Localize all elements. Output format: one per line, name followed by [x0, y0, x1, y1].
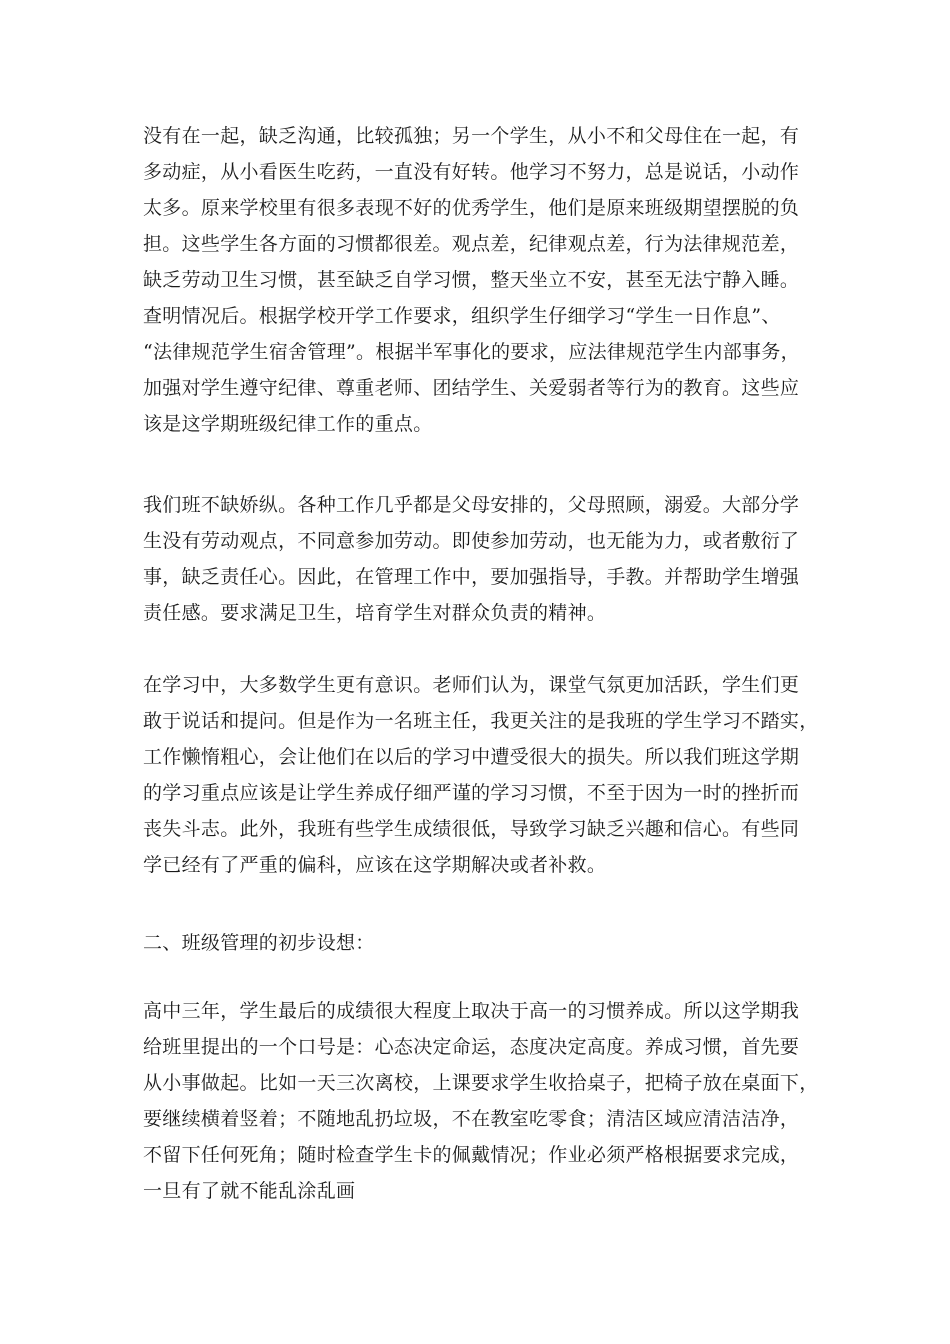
- text-line: 担。这些学生各方面的习惯都很差。观点差，纪律观点差，行为法律规范差，: [143, 233, 800, 255]
- text-line: 该是这学期班级纪律工作的重点。: [143, 413, 433, 435]
- text-line: 加强对学生遵守纪律、尊重老师、团结学生、关爱弱者等行为的教育。这些应: [143, 377, 800, 399]
- text-line: 不留下任何死角；随时检查学生卡的佩戴情况；作业必须严格根据要求完成，: [143, 1144, 800, 1166]
- text-line: 责任感。要求满足卫生，培育学生对群众负责的精神。: [143, 602, 607, 624]
- text-line: 要继续横着竖着；不随地乱扔垃圾，不在教室吃零食；清洁区域应清洁洁净，: [143, 1108, 800, 1130]
- paragraph-3: [143, 667, 823, 883]
- text-line: 从小事做起。比如一天三次离校，上课要求学生收拾桌子，把椅子放在桌面下，: [143, 1072, 819, 1094]
- text-line: 查明情况后。根据学校开学工作要求，组织学生仔细学习“学生一日作息”、: [143, 305, 781, 327]
- text-line: 工作懒惰粗心，会让他们在以后的学习中遭受很大的损失。所以我们班这学期: [143, 746, 800, 768]
- text-line: 我们班不缺娇纵。各种工作几乎都是父母安排的，父母照顾，溺爱。大部分学: [143, 494, 800, 516]
- text-line: 生没有劳动观点，不同意参加劳动。即使参加劳动，也无能为力，或者敷衍了: [143, 530, 800, 552]
- text-line: 丧失斗志。此外，我班有些学生成绩很低，导致学习缺乏兴趣和信心。有些同: [143, 818, 800, 840]
- paragraph-4: [143, 993, 823, 1209]
- text-line: 高中三年，学生最后的成绩很大程度上取决于高一的习惯养成。所以这学期我: [143, 1000, 800, 1022]
- text-line: 多动症，从小看医生吃药，一直没有好转。他学习不努力，总是说话，小动作: [143, 161, 800, 183]
- text-line: 学已经有了严重的偏科，应该在这学期解决或者补救。: [143, 854, 607, 876]
- text-line: 敢于说话和提问。但是作为一名班主任，我更关注的是我班的学生学习不踏实，: [143, 710, 819, 732]
- text-line: 没有在一起，缺乏沟通，比较孤独；另一个学生，从小不和父母住在一起，有: [143, 125, 800, 147]
- text-line: 缺乏劳动卫生习惯，甚至缺乏自学习惯，整天坐立不安，甚至无法宁静入睡。: [143, 269, 800, 291]
- text-line: “法律规范学生宿舍管理”。根据半军事化的要求，应法律规范学生内部事务，: [143, 341, 800, 363]
- text-line: 在学习中，大多数学生更有意识。老师们认为，课堂气氛更加活跃，学生们更: [143, 674, 800, 696]
- section-heading: [143, 925, 823, 961]
- paragraph-1: [143, 118, 823, 442]
- heading-text: 二、班级管理的初步设想：: [143, 932, 375, 954]
- text-line: 给班里提出的一个口号是：心态决定命运，态度决定高度。养成习惯，首先要: [143, 1036, 800, 1058]
- text-line: 的学习重点应该是让学生养成仔细严谨的学习习惯，不至于因为一时的挫折而: [143, 782, 800, 804]
- text-line: 事，缺乏责任心。因此，在管理工作中，要加强指导，手教。并帮助学生增强: [143, 566, 800, 588]
- text-line: 一旦有了就不能乱涂乱画: [143, 1180, 356, 1202]
- text-line: 太多。原来学校里有很多表现不好的优秀学生，他们是原来班级期望摆脱的负: [143, 197, 800, 219]
- paragraph-2: [143, 487, 823, 631]
